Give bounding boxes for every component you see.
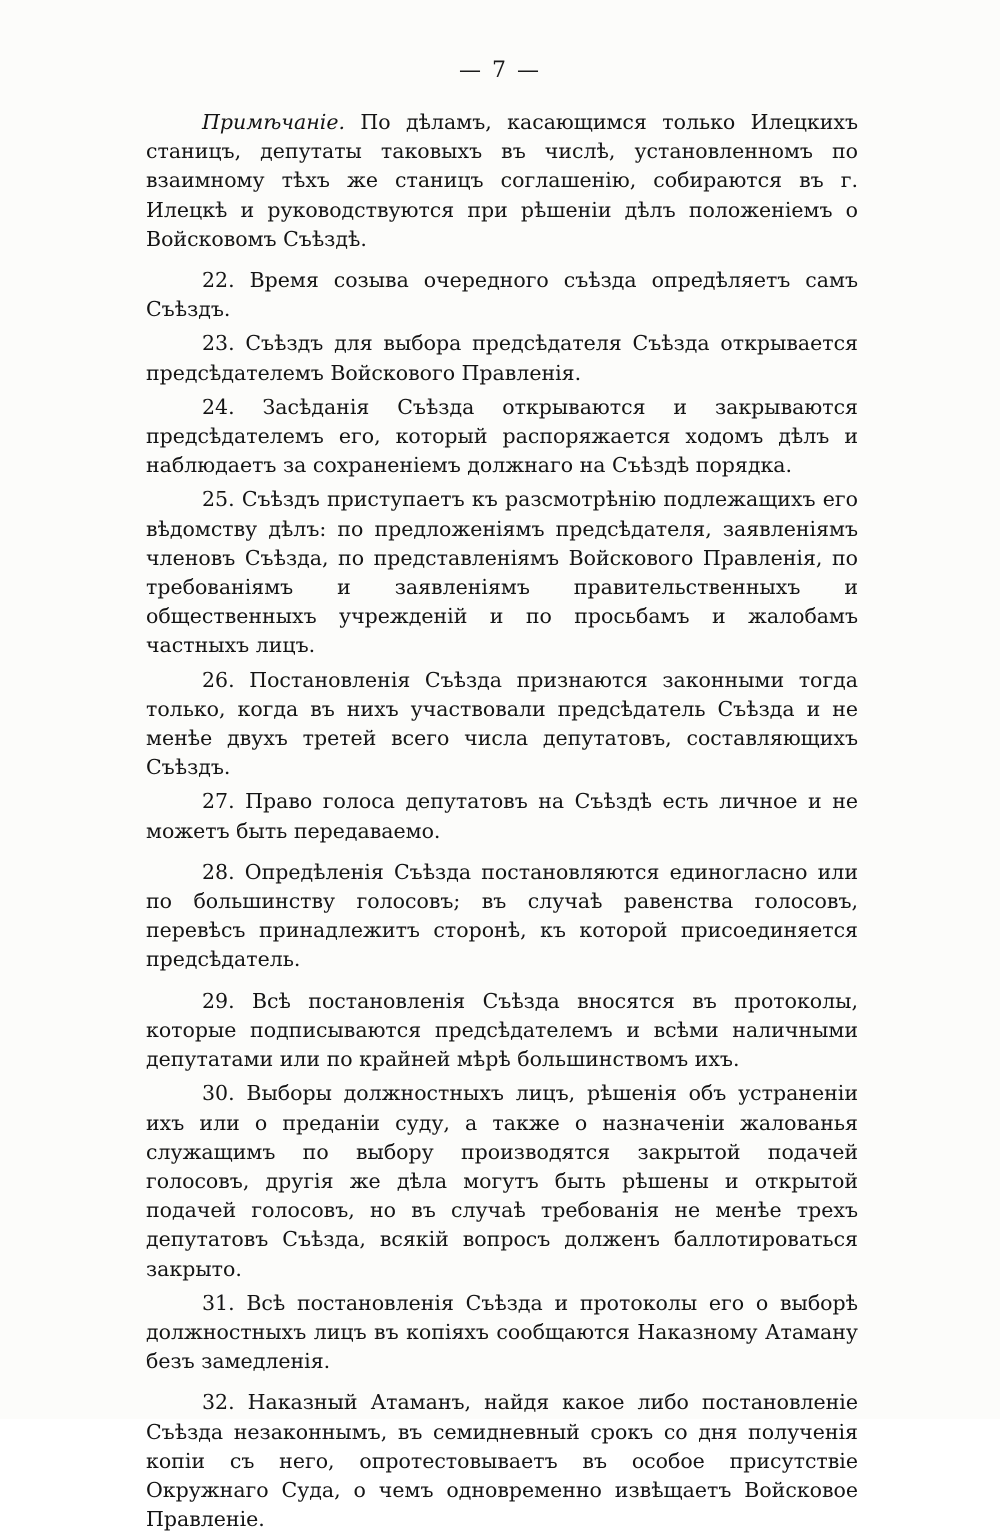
article-27: 27. Право голоса депутатовъ на Съѣздѣ есть личное и не можетъ быть передаваемо. [146,789,858,843]
document-body [146,108,858,1539]
article-24: 24. Засѣданія Съѣзда открываются и закрываются предсѣдателемъ его, который распоряжается ходомъ дѣлъ и наблюдаетъ за сохраненіемъ должнаго на Съѣздѣ порядка. [146,394,858,478]
article-28: 28. Опредѣленія Съѣзда постановляются единогласно или по большинству голосовъ; въ случаѣ равенства голосовъ, перевѣсъ принадлежитъ сторонѣ, къ которой присоединяется предсѣдатель. [146,859,858,972]
article-32: 32. Наказный Атаманъ, найдя какое либо постановленіе Съѣзда незаконнымъ, въ семидневный срокъ со дня полученія копіи съ него, опротестовываетъ въ особое присутствіе Окружнаго Суда, о чемъ одновременно извѣщаетъ Войсковое Правленіе. [146,1390,858,1532]
article-23: 23. Съѣздъ для выбора предсѣдателя Съѣзда открывается предсѣдателемъ Войскового Правленія. [146,331,858,385]
article-26: 26. Постановленія Съѣзда признаются законными тогда только, когда въ нихъ участвовали предсѣдатель Съѣзда и не менѣе двухъ третей всего числа депутатовъ, составляющихъ Съѣздъ. [146,667,858,780]
article-22: 22. Время созыва очередного съѣзда опредѣляетъ самъ Съѣздъ. [146,268,858,322]
note-text: По дѣламъ, касающимся только Илецкихъ станицъ, депутаты таковыхъ въ числѣ, установленномъ по взаимному тѣхъ же станицъ соглашенію, собираются въ г. Илецкѣ и руководствуются при рѣшеніи дѣлъ положеніемъ о Войсковомъ Съѣздѣ. [146,110,858,251]
article-30: 30. Выборы должностныхъ лицъ, рѣшенія объ устраненіи ихъ или о преданіи суду, а также о назначеніи жалованья служащимъ по выбору производятся закрытой подачей голосовъ, другія же дѣла могутъ быть рѣшены и открытой подачей голосовъ, но въ случаѣ требованія не менѣе трехъ депутатовъ Съѣзда, всякій вопросъ долженъ баллотироваться закрыто. [146,1081,858,1281]
page-number: — 7 — [459,58,541,83]
article-25: 25. Съѣздъ приступаетъ къ разсмотрѣнію подлежащихъ его вѣдомству дѣлъ: по предложеніямъ предсѣдателя, заявленіямъ членовъ Съѣзда, по представленіямъ Войскового Правленія, по требованіямъ и заявленіямъ правительственныхъ и общественныхъ учрежденій и по просьбамъ и жалобамъ частныхъ лицъ. [146,487,858,658]
article-29: 29. Всѣ постановленія Съѣзда вносятся въ протоколы, которые подписываются предсѣдателемъ и всѣми наличными депутатами или по крайней мѣрѣ большинствомъ ихъ. [146,988,858,1072]
article-31: 31. Всѣ постановленія Съѣзда и протоколы его о выборѣ должностныхъ лицъ въ копіяхъ сообщаются Наказному Атаману безъ замедленія. [146,1290,858,1374]
note-paragraph [146,108,858,254]
note-label: Примѣчаніе. [202,110,345,134]
